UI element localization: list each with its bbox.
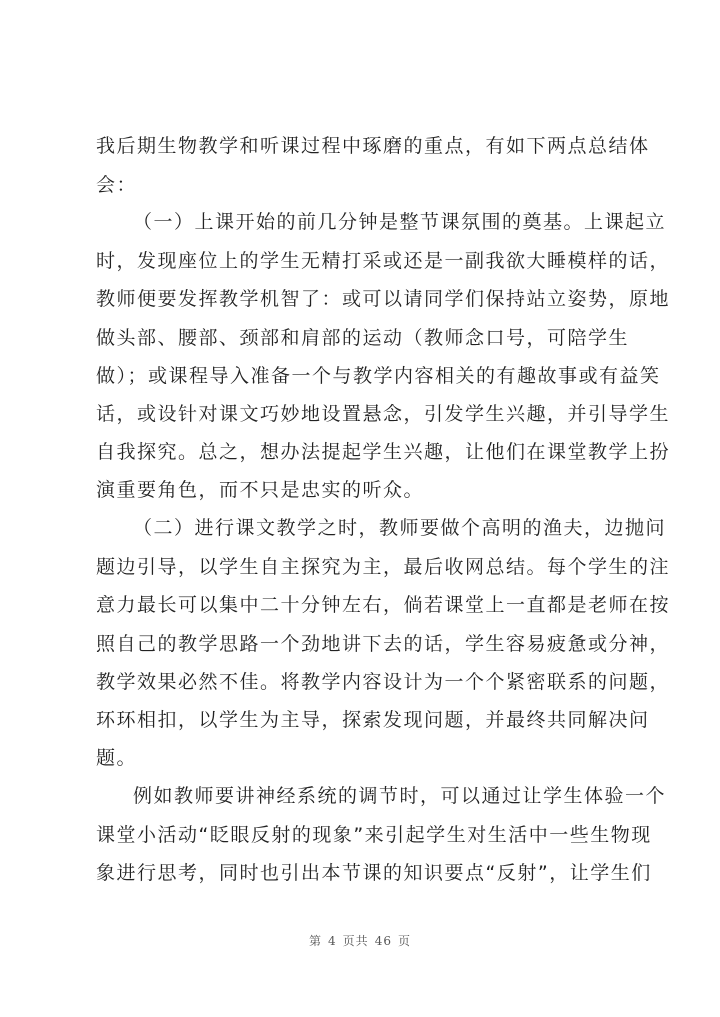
paragraph-line: 例如教师要讲神经系统的调节时，可以通过让学生体验一个 (133, 785, 667, 807)
total-page-count: 46 (374, 934, 392, 948)
paragraph-line: 课堂小活动“眨眼反射的现象”来引起学生对生活中一些生物现 (96, 824, 652, 846)
current-page-number: 4 (328, 934, 337, 948)
paragraph-line: 象进行思考，同时也引出本节课的知识要点“反射”，让学生们 (96, 862, 652, 884)
paragraph-line: （二）进行课文教学之时，教师要做个高明的渔夫，边抛问 (133, 517, 667, 539)
paragraph-line: （一）上课开始的前几分钟是整节课氛围的奠基。上课起立 (133, 211, 667, 233)
paragraph-line: 题边引导，以学生自主探究为主，最后收网总结。每个学生的注 (96, 556, 671, 578)
paragraph-line: 时，发现座位上的学生无精打采或还是一副我欲大睡模样的话， (96, 250, 671, 272)
paragraph-line: 话，或设针对课文巧妙地设置悬念，引发学生兴趣，并引导学生 (96, 403, 671, 425)
paragraph-line: 题。 (96, 747, 138, 769)
paragraph-line: 做）；或课程导入准备一个与教学内容相关的有趣故事或有益笑 (96, 365, 661, 387)
paragraph-line: 意力最长可以集中二十分钟左右，倘若课堂上一直都是老师在按 (96, 594, 671, 616)
paragraph-line: 照自己的教学思路一个劲地讲下去的话，学生容易疲惫或分神， (96, 633, 671, 655)
footer-prefix: 第 (309, 934, 323, 948)
paragraph-line: 做头部、腰部、颈部和肩部的运动（教师念口号，可陪学生 (96, 327, 630, 349)
footer-suffix: 页 (397, 934, 411, 948)
paragraph-line: 教学效果必然不佳。将教学内容设计为一个个紧密联系的问题， (96, 671, 671, 693)
paragraph-line: 教师便要发挥教学机智了：或可以请同学们保持站立姿势，原地 (96, 288, 671, 310)
paragraph-line: 会： (96, 174, 138, 196)
footer-middle: 页共 (342, 934, 369, 948)
paragraph-line: 演重要角色，而不只是忠实的听众。 (96, 479, 425, 501)
paragraph-line: 我后期生物教学和听课过程中琢磨的重点，有如下两点总结体 (96, 135, 650, 157)
page-number-footer (0, 932, 720, 949)
paragraph-line: 环环相扣，以学生为主导，探索发现问题，并最终共同解决问 (96, 709, 650, 731)
paragraph-line: 自我探究。总之，想办法提起学生兴趣，让他们在课堂教学上扮 (96, 441, 671, 463)
